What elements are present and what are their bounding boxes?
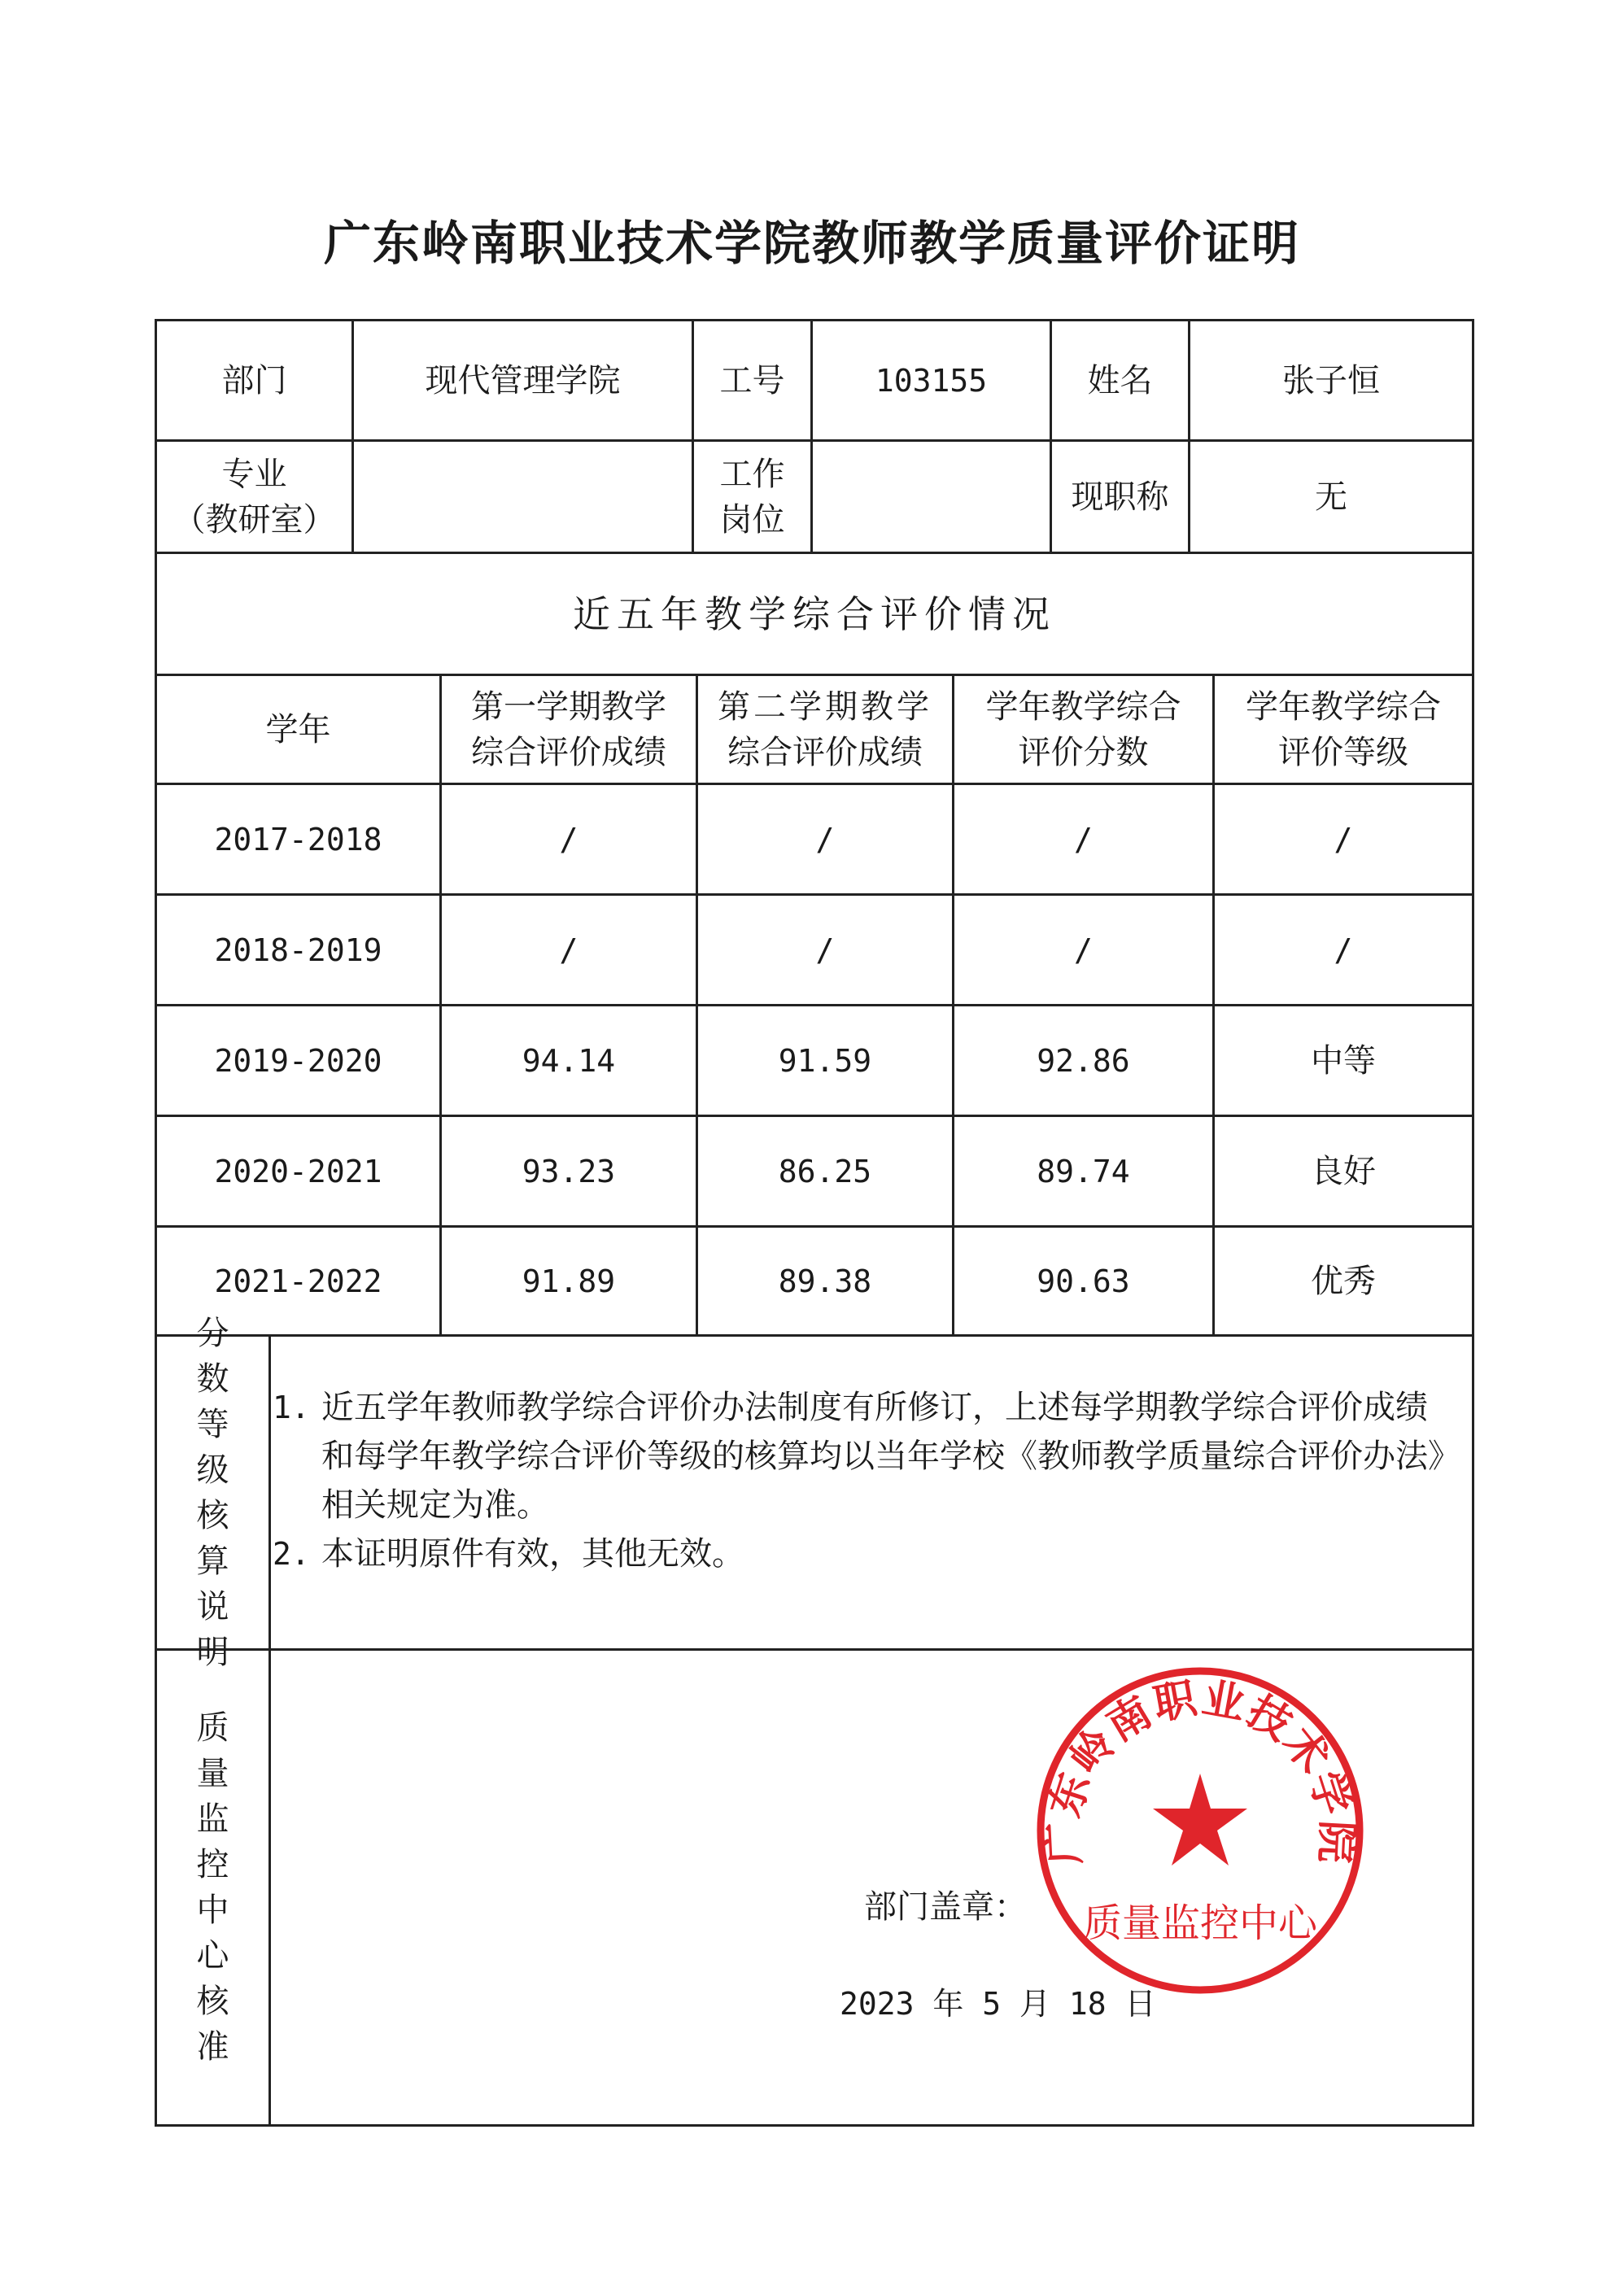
header-sem2 [698, 676, 952, 783]
table-cell: 92.86 [1037, 1042, 1130, 1079]
seal-outer-text: 广东岭南职业技术学院 [1038, 1674, 1362, 1866]
table-cell: 91.89 [522, 1263, 616, 1299]
header-score-line1: 学年教学综合 [985, 687, 1181, 726]
major-value [354, 442, 692, 552]
header-sem2-line2: 综合评价成绩 [727, 733, 923, 771]
table-cell: / [559, 821, 578, 857]
notes-list [273, 1383, 1456, 1578]
seal-label: 部门盖章： [864, 1888, 1027, 1926]
note-text: 本证明原件有效，其他无效。 [321, 1535, 744, 1573]
header-year [157, 676, 439, 783]
id-label: 工号 [719, 361, 785, 399]
table-cell: 2020-2021 [214, 1153, 382, 1189]
post-label [694, 442, 810, 552]
header-year-text: 学年 [265, 710, 331, 748]
table-cell: 优秀 [1311, 1262, 1376, 1300]
section-title: 近五年教学综合评价情况 [573, 591, 1056, 636]
table-cell: / [1074, 932, 1093, 968]
table-cell: 94.14 [522, 1042, 616, 1079]
grid-line [155, 1648, 1474, 1651]
dept-label: 部门 [221, 361, 287, 399]
approval-label-cell [157, 1651, 268, 2124]
rank-value: 无 [1315, 478, 1347, 516]
note-item [273, 1383, 1456, 1530]
table-cell: / [815, 932, 835, 968]
document-title: 广东岭南职业技术学院教师教学质量评价证明 [323, 216, 1300, 271]
dept-value: 现代管理学院 [425, 361, 621, 399]
table-cell: 89.74 [1037, 1153, 1130, 1189]
grid-line [268, 1334, 271, 2127]
major-label-line2: （教研室） [172, 500, 336, 539]
header-sem1 [442, 676, 696, 783]
table-cell: 良好 [1311, 1152, 1376, 1190]
table-cell: 90.63 [1037, 1263, 1130, 1299]
header-grade-line1: 学年教学综合 [1246, 687, 1441, 726]
post-label-line2: 岗位 [719, 500, 785, 539]
major-label-line1: 专业 [221, 455, 287, 493]
seal-inner-text: 质量监控中心 [1082, 1900, 1318, 1946]
table-cell: 89.38 [778, 1263, 872, 1299]
major-label [157, 442, 351, 552]
name-value: 张子恒 [1282, 361, 1380, 399]
table-cell: / [1334, 932, 1353, 968]
header-score [954, 676, 1212, 783]
header-grade-line2: 评价等级 [1278, 733, 1408, 771]
notes-label: 分数等级核算说明 [196, 1314, 229, 1671]
post-value [813, 442, 1050, 552]
official-seal-stamp [1029, 1660, 1371, 2001]
header-sem1-line2: 综合评价成绩 [471, 733, 666, 771]
table-cell: 91.59 [778, 1042, 872, 1079]
table-cell: 2017-2018 [214, 821, 382, 857]
note-text: 近五学年教师教学综合评价办法制度有所修订，上述每学期教学综合评价成绩和每学年教学综合评价等级的核算均以当年学校《教师教学质量综合评价办法》相关规定为准。 [321, 1389, 1444, 1524]
approval-label: 质量监控中心核准 [196, 1709, 229, 2066]
note-number: 2. [273, 1536, 310, 1572]
table-cell: 2021-2022 [214, 1263, 382, 1299]
star-icon [1153, 1774, 1247, 1866]
post-label-line1: 工作 [719, 455, 785, 493]
table-cell: / [1074, 821, 1093, 857]
table-cell: 中等 [1311, 1041, 1376, 1080]
header-score-line2: 评价分数 [1018, 733, 1149, 771]
table-cell: 86.25 [778, 1153, 872, 1189]
id-value: 103155 [875, 362, 988, 399]
table-cell: 2019-2020 [214, 1042, 382, 1079]
note-number: 1. [273, 1390, 310, 1425]
table-cell: / [1334, 821, 1353, 857]
table-cell: / [815, 821, 835, 857]
rank-label: 现职称 [1071, 478, 1169, 516]
header-grade [1215, 676, 1472, 783]
header-sem2-line1: 第二学期教学 [718, 687, 932, 726]
header-sem1-line1: 第一学期教学 [471, 687, 666, 726]
grid-line [155, 1334, 1474, 1337]
table-cell: 2018-2019 [214, 932, 382, 968]
approval-date: 2023 年 5 月 18 日 [840, 1986, 1156, 2022]
note-item [273, 1530, 1456, 1578]
name-label: 姓名 [1087, 361, 1153, 399]
table-cell: / [559, 932, 578, 968]
table-cell: 93.23 [522, 1153, 616, 1189]
notes-label-cell [157, 1314, 268, 1671]
